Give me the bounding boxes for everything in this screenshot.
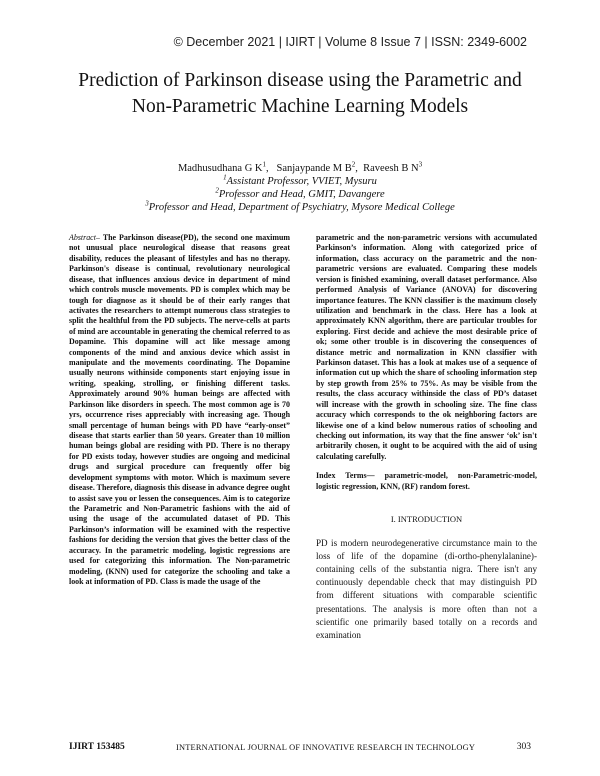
affiliation-3-text: Professor and Head, Department of Psychiatry, Mysore Medical College bbox=[148, 202, 455, 213]
author-names: Madhusudhana G $K^1$, Sanjaypande M $B^2$, Raveesh B $N^3$ bbox=[177, 160, 423, 174]
paper-title-line-2: Non-Parametric Machine Learning Models bbox=[131, 96, 469, 117]
abstract-text-right: parametric and the non-parametric versions with accumulated Parkinson’s information. Along with categorized price of information, class accuracy on the parametric and the non-parametric versions are evaluated. Comparing these models version is finished examining, overall dataset performance. Also performed Analysis of Variance (ANOVA) for discovering importance features. The KNN classifier is the maximum closely utilization and benchmark in the class. Here has a look at approximately KNN algorithm, there are particular troubles for exploring. First decide and achieve the most desirable price of ok; some other trouble is in discovering the consequences of distance metric and normalization in KNN classifier with Parkinson dataset. This has a look at makes use of a sequence of information cut up which the share of schooling information step by step growth from 25% to 75%. As may be visible from the results, the class accuracy withinside the class of PD’s dataset will increase with the growth in schooling size. The fine class accuracy which corresponds to the ok neighboring factors are likewise one of a kind below numerous ratios of schooling and checking out information, its way that the fine answer ‘ok’ isn't arbitrarily chosen, it ought to be acquired with the aid of using calculating carefully. bbox=[316, 233, 537, 461]
author-3-sup: 3 bbox=[418, 160, 423, 169]
author-2-sup: 2 bbox=[351, 160, 356, 169]
right-column bbox=[316, 233, 537, 642]
author-block bbox=[0, 162, 600, 214]
paper-title bbox=[40, 68, 560, 120]
index-terms-label: Index Terms— bbox=[316, 471, 375, 481]
affiliation-3 bbox=[0, 201, 600, 214]
affiliation-1-sup: 1 bbox=[223, 173, 227, 182]
abstract-text-left: The Parkinson disease(PD), the second one maximum not unusual place neurological disease that reasons great disability, reduces the pleasant of lifestyles and has no therapy. Parkinson's disease is continual, revolutionary neurological disease, that influences anxious device in department of mind which controls muscle movements. PD is complex which may be tough for diagnose as it should be of their early ranges that activates the researchers to attempt numerous class strategies to split the healthful from the PD subjects. The nerve-cells at parts of mind are accountable in generating the chemical referred to as Dopamine. This dopamine will act like message among components of the mind and anxious device which assist in manipulate and the movements coordinating. The Dopamine usually neurons withinside components start enjoying issue in writing, speaking, strolling, or finishing different tasks. Approximately around 90% human beings are affected with Parkinson like disorders in speech. The most common age is 70 yrs, occurrence rises appreciably with increasing age. Though small percentage of human beings with PD have “early-onset” disease that starts earlier than 50 years. Greater than 10 million human beings global are residing with PD. There is no therapy for PD exists today, however studies are ongoing and medicinal drugs and surgical procedure can frequently offer big development symptoms with motor. Which is maximum severe disease. Therefore, diagnosis this disease in advance degree ought to assist save you or lessen the consequences. Aim is to categorize the Parametric and Non-Parametric fashions with the aid of using the usage of the accumulated dataset of PD. This Parkinson’s information will be examined with the respective fashions for deciding the version that gives the better class of the accuracy. In the parametric modeling, logistic regressions are used for categorizing this information. The Non-parametric modeling, (KNN) used for categorize the schooling and take a look at information of PD. Class is made the usage of the bbox=[69, 233, 290, 586]
author-1-sup: 1 bbox=[262, 160, 267, 169]
affiliation-2 bbox=[0, 188, 600, 201]
footer-paper-code: IJIRT 153485 bbox=[69, 742, 125, 752]
introduction-text: PD is modern neurodegenerative circumstance main to the loss of life of the dopamine (di-ortho-phenylalanine)-containing cells of the substantia nigra. There isn't any continuously dependable check that may distinguish PD from different situations with comparable scientific presentations. The analysis is more often than not a scientific one primarily based totally on a records and examination bbox=[316, 537, 537, 640]
index-terms-text: parametric-model, non-Parametric-model, logistic regression, KNN, (RF) random forest. bbox=[316, 471, 537, 491]
footer-journal-name: INTERNATIONAL JOURNAL OF INNOVATIVE RESEARCH IN TECHNOLOGY bbox=[176, 743, 476, 752]
affiliation-2-text: Professor and Head, GMIT, Davangere bbox=[218, 189, 385, 200]
abstract-label: Abstract– bbox=[69, 233, 100, 242]
section-heading-introduction: I. INTRODUCTION bbox=[390, 514, 463, 525]
author-3: Raveesh B N bbox=[363, 163, 419, 174]
abstract-paragraph-left bbox=[69, 233, 290, 587]
affiliation-1 bbox=[0, 175, 600, 188]
journal-citation-header: © December 2021 | IJIRT | Volume 8 Issue 7 | ISSN: 2349-6002 bbox=[173, 35, 527, 49]
affiliation-3-sup: 3 bbox=[145, 199, 149, 208]
affiliation-2-sup: 2 bbox=[215, 186, 219, 195]
affiliation-1-text: Assistant Professor, VVIET, Mysuru bbox=[226, 176, 377, 187]
author-1: Madhusudhana G K bbox=[177, 163, 263, 174]
left-column bbox=[69, 233, 290, 587]
footer-page-number: 303 bbox=[516, 742, 531, 752]
author-2: Sanjaypande M B bbox=[276, 163, 352, 174]
index-terms bbox=[316, 471, 537, 492]
paper-title-line-1: Prediction of Parkinson disease using the Parametric and bbox=[78, 70, 522, 91]
